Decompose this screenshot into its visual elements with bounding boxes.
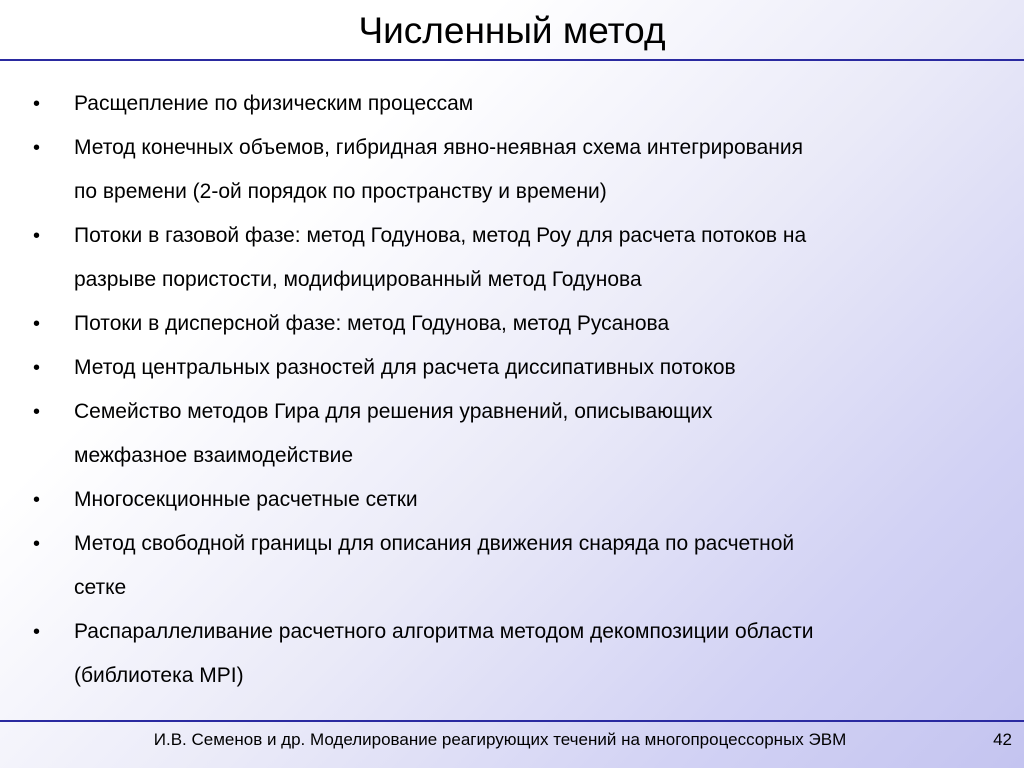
bullet-text <box>74 390 994 478</box>
bullet-text <box>74 302 994 346</box>
bullet-text <box>74 126 994 214</box>
bullet-marker: • <box>33 357 41 379</box>
slide-title: Численный метод <box>358 10 666 51</box>
bullet-line: Потоки в дисперсной фазе: метод Годунова, метод Русанова <box>74 312 670 335</box>
bullet-marker: • <box>33 621 41 643</box>
bullet-line: по времени (2-ой порядок по пространству и времени) <box>74 180 607 203</box>
bullet-marker: • <box>33 313 41 335</box>
title-divider <box>0 59 1024 61</box>
bullet-text <box>74 610 994 698</box>
bullet-line: Распараллеливание расчетного алгоритма методом декомпозиции области <box>74 620 814 643</box>
bullet-line: сетке <box>74 576 127 599</box>
bullet-line: разрыве пористости, модифицированный метод Годунова <box>74 268 642 291</box>
footer-divider <box>0 720 1024 722</box>
bullet-marker: • <box>33 533 41 555</box>
bullet-line: Семейство методов Гира для решения уравнений, описывающих <box>74 400 713 423</box>
bullet-marker: • <box>33 93 41 115</box>
bullet-line: межфазное взаимодействие <box>74 444 354 467</box>
bullet-line: Потоки в газовой фазе: метод Годунова, метод Роу для расчета потоков на <box>74 224 807 247</box>
bullet-marker: • <box>33 137 41 159</box>
bullet-line: Метод конечных объемов, гибридная явно-неявная схема интегрирования <box>74 136 803 159</box>
bullet-line: Расщепление по физическим процессам <box>74 92 474 115</box>
bullet-line: (библиотека MPI) <box>74 664 244 687</box>
bullet-text <box>74 346 994 390</box>
bullet-marker: • <box>33 225 41 247</box>
bullet-text <box>74 214 994 302</box>
bullet-marker: • <box>33 401 41 423</box>
bullet-line: Метод свободной границы для описания движения снаряда по расчетной <box>74 532 795 555</box>
bullet-text <box>74 82 994 126</box>
bullet-line: Метод центральных разностей для расчета диссипативных потоков <box>74 356 736 379</box>
footer-citation: И.В. Семенов и др. Моделирование реагирующих течений на многопроцессорных ЭВМ <box>153 730 847 749</box>
bullet-text <box>74 522 994 610</box>
bullet-line: Многосекционные расчетные сетки <box>74 488 418 511</box>
bullet-marker: • <box>33 489 41 511</box>
page-number: 42 <box>993 730 1012 749</box>
bullet-text <box>74 478 994 522</box>
